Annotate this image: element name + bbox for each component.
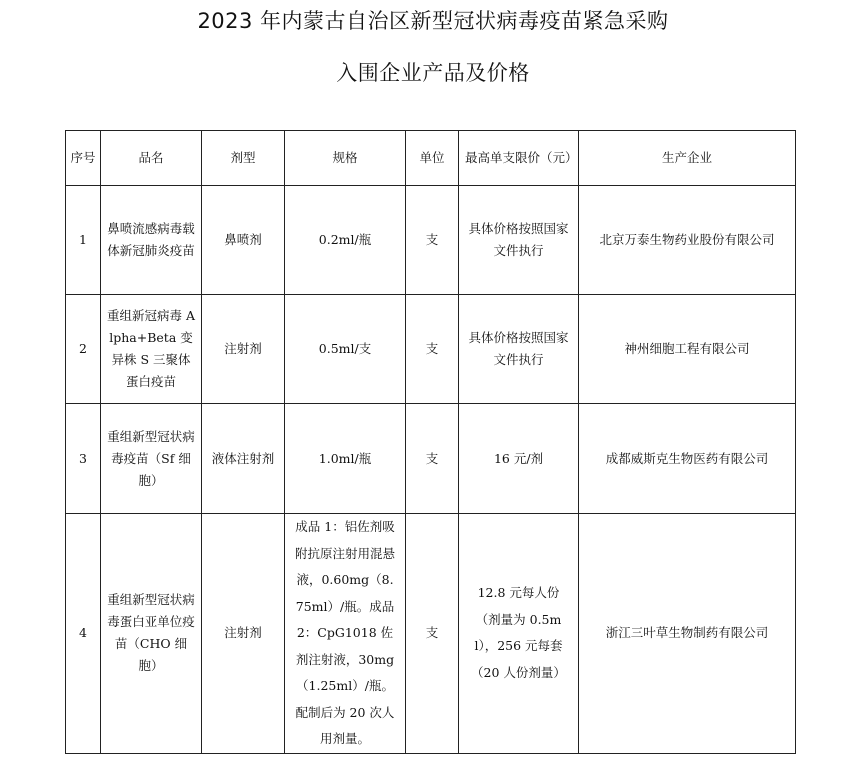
- cell-unit: 支: [406, 514, 459, 754]
- cell-no: 1: [66, 186, 101, 295]
- document-subtitle: 入围企业产品及价格: [336, 61, 530, 85]
- cell-spec: 0.5ml/支: [285, 295, 406, 404]
- cell-maker: 北京万泰生物药业股份有限公司: [579, 186, 796, 295]
- cell-unit: 支: [406, 295, 459, 404]
- cell-unit: 支: [406, 186, 459, 295]
- cell-maker: 浙江三叶草生物制药有限公司: [579, 514, 796, 754]
- document-title: 2023 年内蒙古自治区新型冠状病毒疫苗紧急采购: [197, 9, 669, 33]
- table-row: [66, 404, 796, 514]
- cell-name: 鼻喷流感病毒载体新冠肺炎疫苗: [101, 186, 202, 295]
- cell-unit: 支: [406, 404, 459, 514]
- cell-name: 重组新型冠状病毒蛋白亚单位疫苗（CHO 细胞）: [101, 514, 202, 754]
- table-row: [66, 295, 796, 404]
- cell-form: 液体注射剂: [202, 404, 285, 514]
- cell-form: 鼻喷剂: [202, 186, 285, 295]
- price-table: [65, 130, 796, 754]
- cell-name: 重组新型冠状病毒疫苗（Sf 细胞）: [101, 404, 202, 514]
- cell-no: 4: [66, 514, 101, 754]
- cell-maker: 成都威斯克生物医药有限公司: [579, 404, 796, 514]
- cell-price: 16 元/剂: [459, 404, 579, 514]
- header-maker: 生产企业: [579, 131, 796, 186]
- cell-price: 具体价格按照国家文件执行: [459, 186, 579, 295]
- table-row: [66, 514, 796, 754]
- cell-maker: 神州细胞工程有限公司: [579, 295, 796, 404]
- table-header-row: [66, 131, 796, 186]
- cell-price: 具体价格按照国家文件执行: [459, 295, 579, 404]
- cell-name: 重组新冠病毒 Alpha+Beta 变异株 S 三聚体蛋白疫苗: [101, 295, 202, 404]
- cell-spec: 1.0ml/瓶: [285, 404, 406, 514]
- cell-spec: 0.2ml/瓶: [285, 186, 406, 295]
- header-name: 品名: [101, 131, 202, 186]
- cell-spec: 成品 1：铝佐剂吸附抗原注射用混悬液，0.60mg（8.75ml）/瓶。成品 2：CpG1018 佐剂注射液，30mg（1.25ml）/瓶。配制后为 20 次人用剂量。: [285, 514, 406, 754]
- header-spec: 规格: [285, 131, 406, 186]
- header-price: 最高单支限价（元）: [459, 131, 579, 186]
- table-row: [66, 186, 796, 295]
- cell-no: 2: [66, 295, 101, 404]
- header-unit: 单位: [406, 131, 459, 186]
- header-no: 序号: [66, 131, 101, 186]
- cell-form: 注射剂: [202, 514, 285, 754]
- cell-form: 注射剂: [202, 295, 285, 404]
- cell-no: 3: [66, 404, 101, 514]
- cell-price: 12.8 元每人份（剂量为 0.5ml），256 元每套（20 人份剂量）: [459, 514, 579, 754]
- header-form: 剂型: [202, 131, 285, 186]
